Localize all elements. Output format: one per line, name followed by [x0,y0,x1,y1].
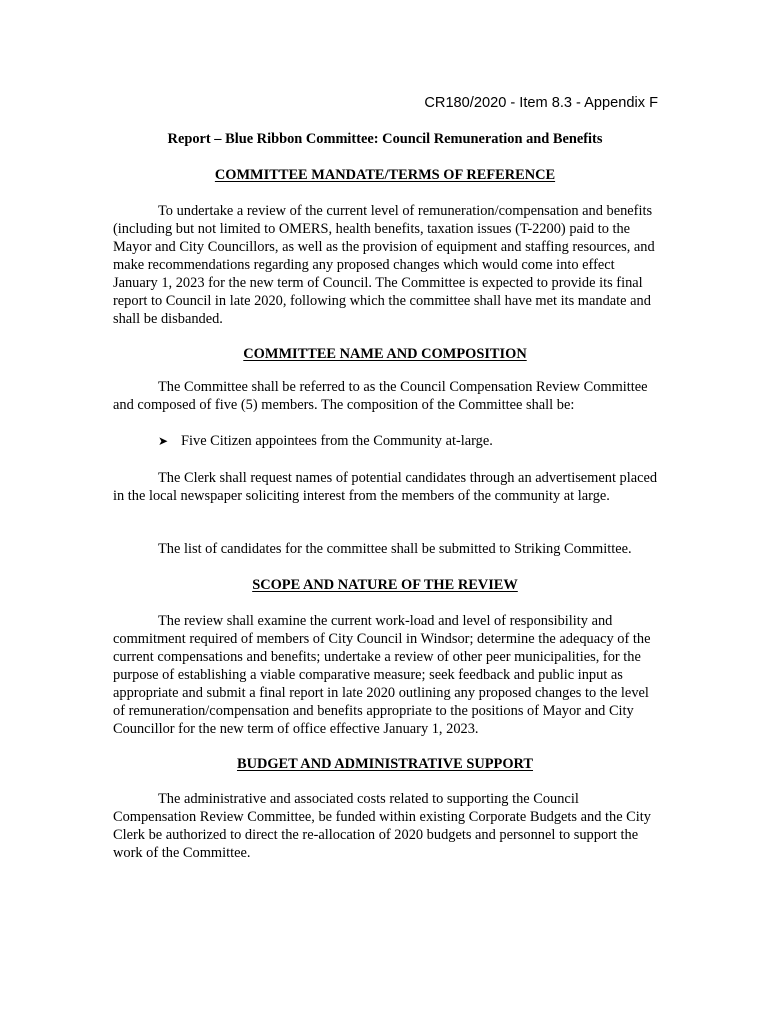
report-title: Report – Blue Ribbon Committee: Council Remuneration and Benefits [167,131,603,147]
scope-heading: SCOPE AND NATURE OF THE REVIEW [252,577,518,593]
composition-bullet-item [158,432,493,450]
composition-paragraph: The Committee shall be referred to as the Council Compensation Review Committee and composed of five (5) members. The composition of the Committee shall be: [113,379,648,413]
candidates-list-paragraph: The list of candidates for the committee shall be submitted to Striking Committee. [158,541,632,557]
mandate-paragraph: To undertake a review of the current level of remuneration/compensation and benefits (including but not limited to OMERS, health benefits, taxation issues (T-2200) paid to the Mayor and City Councillors, as well as the provision of equipment and staffing resources, and make recommendations regarding any proposed changes which would come into effect January 1, 2023 for the new term of Council. The Committee is expected to provide its final report to Council in late 2020, following which the committee shall have met its mandate and shall be disbanded. [113,203,655,327]
budget-heading: BUDGET AND ADMINISTRATIVE SUPPORT [236,756,534,772]
scope-paragraph: The review shall examine the current work-load and level of responsibility and commitment required of members of City Council in Windsor; determine the adequacy of the current compensations and benefits; undertake a review of other peer municipalities, for the purpose of establishing a viable comparative measure; seek feedback and public input as appropriate and submit a final report in late 2020 outlining any proposed changes to the level of remuneration/compensation and benefits appropriate to the positions of Mayor and City Councillor for the new term of office effective January 1, 2023. [113,613,651,737]
arrowhead-bullet-icon: ➤ [158,434,169,448]
mandate-heading: COMMITTEE MANDATE/TERMS OF REFERENCE [214,167,556,183]
clerk-request-paragraph: The Clerk shall request names of potential candidates through an advertisement placed in the local newspaper soliciting interest from the members of the community at large. [113,470,658,504]
composition-bullet-text: Five Citizen appointees from the Community at-large. [181,433,493,449]
budget-paragraph: The administrative and associated costs related to supporting the Council Compensation Review Committee, be funded within existing Corporate Budgets and the City Clerk be authorized to direct the re-allocation of 2020 budgets and personnel to support the work of the Committee. [113,791,651,861]
appendix-label: CR180/2020 - Item 8.3 - Appendix F [424,95,658,111]
composition-heading: COMMITTEE NAME AND COMPOSITION [243,346,527,362]
